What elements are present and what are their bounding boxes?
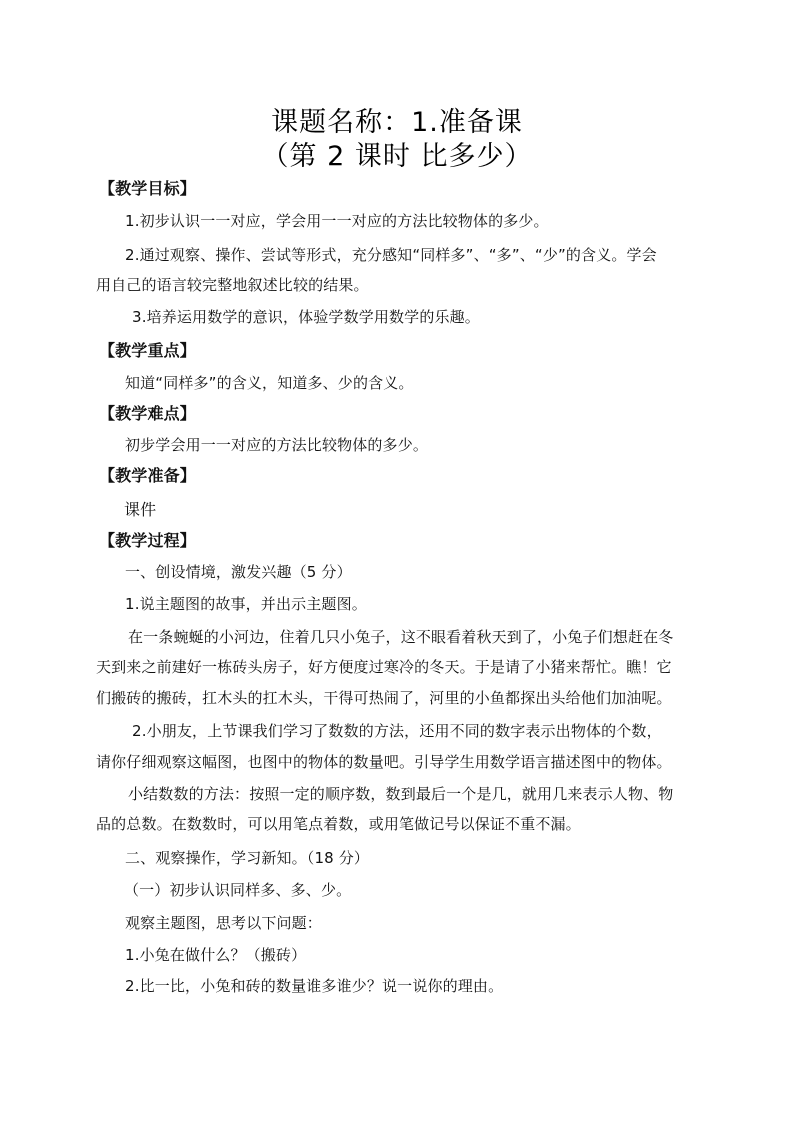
goal-item-2-line-2: 用自己的语言较完整地叙述比较的结果。 bbox=[96, 276, 369, 294]
story-line-2: 天到来之前建好一栋砖头房子，好方便度过寒冷的冬天。于是请了小猪来帮忙。瞧！它 bbox=[96, 658, 672, 676]
preparation-text: 课件 bbox=[124, 500, 157, 519]
goal-item-3: 3.培养运用数学的意识，体验学数学用数学的乐趣。 bbox=[132, 308, 480, 326]
question-1: 1.小兔在做什么？（搬砖） bbox=[125, 946, 307, 964]
observe-instruction: 观察主题图，思考以下问题： bbox=[125, 914, 322, 932]
difficulties-text: 初步学会用一一对应的方法比较物体的多少。 bbox=[125, 436, 429, 454]
step-2-line-1: 2.小朋友，上节课我们学习了数数的方法，还用不同的数字表示出物体的个数， bbox=[132, 722, 662, 740]
goal-item-1: 1.初步认识一一对应，学会用一一对应的方法比较物体的多少。 bbox=[125, 212, 549, 230]
section-1-title: 一、创设情境，激发兴趣（5 分） bbox=[125, 563, 352, 581]
story-line-1: 在一条蜿蜒的小河边，住着几只小兔子，这不眼看着秋天到了，小兔子们想赶在冬 bbox=[128, 628, 674, 646]
key-points-heading: 【教学重点】 bbox=[99, 341, 196, 360]
page-subtitle: （第 2 课时 比多少） bbox=[261, 141, 533, 172]
summary-line-1: 小结数数的方法：按照一定的顺序数，数到最后一个是几，就用几来表示人物、物 bbox=[128, 785, 674, 803]
goals-heading: 【教学目标】 bbox=[99, 179, 196, 198]
key-points-text: 知道“同样多”的含义，知道多、少的含义。 bbox=[125, 374, 414, 392]
goal-item-2-line-1: 2.通过观察、操作、尝试等形式，充分感知“同样多”、“多”、“少”的含义。学会 bbox=[125, 246, 657, 264]
process-heading: 【教学过程】 bbox=[99, 531, 196, 550]
subsection-1-title: （一）初步认识同样多、多、少。 bbox=[124, 881, 352, 899]
step-2-line-2: 请你仔细观察这幅图，也图中的物体的数量吧。引导学生用数学语言描述图中的物体。 bbox=[96, 753, 672, 771]
summary-line-2: 品的总数。在数数时，可以用笔点着数，或用笔做记号以保证不重不漏。 bbox=[96, 815, 581, 833]
preparation-heading: 【教学准备】 bbox=[99, 466, 196, 485]
section-2-title: 二、观察操作，学习新知。（18 分） bbox=[125, 849, 370, 867]
question-2: 2.比一比，小兔和砖的数量谁多谁少？说一说你的理由。 bbox=[125, 977, 504, 995]
page-title: 课题名称：1.准备课 bbox=[271, 107, 523, 138]
step-1: 1.说主题图的故事，并出示主题图。 bbox=[125, 595, 367, 613]
story-line-3: 们搬砖的搬砖，扛木头的扛木头，干得可热闹了，河里的小鱼都探出头给他们加油呢。 bbox=[96, 689, 672, 707]
difficulties-heading: 【教学难点】 bbox=[99, 404, 196, 423]
